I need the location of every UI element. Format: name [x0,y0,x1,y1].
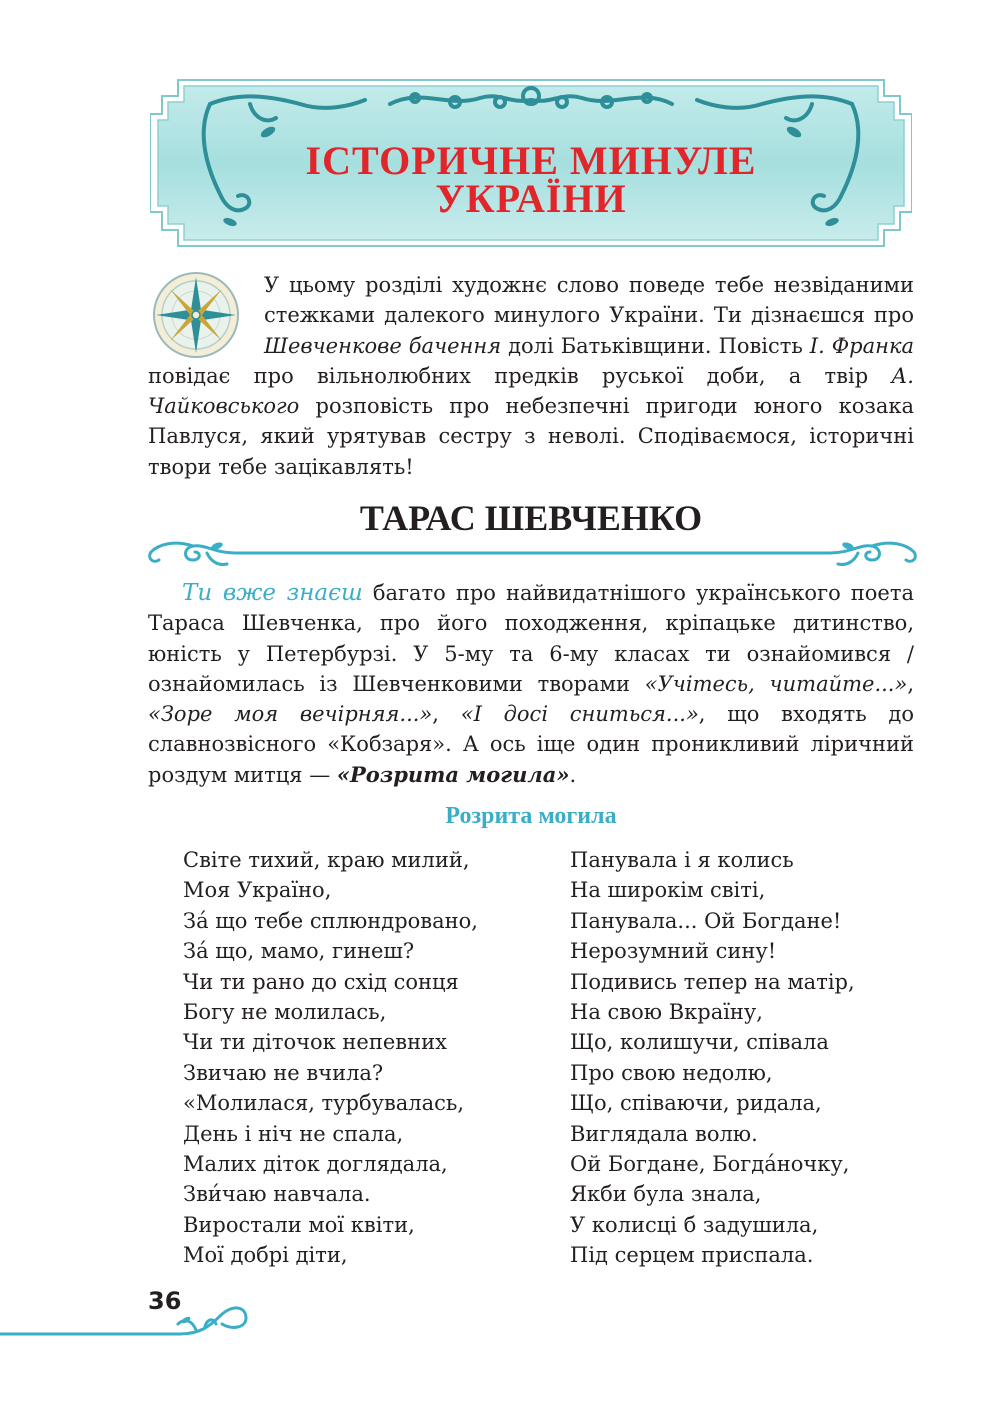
poem-line: День і ніч не спала, [183,1121,404,1146]
section-title [150,138,912,221]
author-paragraph [148,578,914,790]
poem-line: «Молилася, турбувалась, [183,1091,465,1116]
poem-left-column [183,845,478,1270]
separator: . [569,762,577,787]
poem-line: Виглядала волю. [570,1121,758,1146]
poem-line: Моя Україно, [183,878,332,903]
section-title-line2: УКРАЇНИ [435,176,627,221]
poem-line: Звичаю не вчила? [183,1060,384,1085]
work-title: «І досі сниться...» [460,702,699,727]
footer-flourish-icon [0,1290,260,1350]
poem-line: Що, співаючи, ридала, [570,1091,822,1116]
section-title-line1: ІСТОРИЧНЕ МИНУЛЕ [305,138,757,183]
poem-line: Подивись тепер на матір, [570,969,855,994]
flourish-divider-icon [145,536,920,570]
intro-text: долі Батьківщини. Повість [501,333,810,358]
poem-line: Мої добрі діти, [183,1243,348,1268]
intro-author-chaikovsky: А. Чайковського [148,363,914,419]
intro-emphasis: Шевченкове бачення [264,333,502,358]
lead-phrase: Ти вже знаєш [182,580,363,606]
separator: , [907,671,915,696]
poem-line: Зви́чаю навчала. [183,1182,371,1207]
poem-line: Що, колишучи, співала [570,1030,829,1055]
separator: , [432,702,461,727]
intro-text: розповість про небезпечні пригоди юного козака Павлуся, який урятував сестру з неволі. Сподіваємося, історичні твори тебе зацікавлять! [148,394,914,479]
poem-line: Під серцем приспала. [570,1243,814,1268]
poem-line: Чи ти рано до схід сонця [183,969,459,994]
poem-line: Виростали мої квіти, [183,1212,415,1237]
intro-author-franko: І. Франка [809,333,914,358]
poem-line: Нерозумний сину! [570,939,777,964]
intro-text: повідає про вільнолюбних предків руської доби, а твір [148,363,892,388]
poem-line: За́ що, мамо, гинеш? [183,939,415,964]
poem-line: Богу не молилась, [183,999,387,1024]
intro-paragraph [148,270,914,482]
author-heading: ТАРАС ШЕВЧЕНКО [359,498,703,538]
poem-line: Світе тихий, краю милий, [183,848,470,872]
paragraph-text: багато про найвидатнішого українського поета Тараса Шевченка, про його походження, кріпацьке дитинство, юність у Петербурзі. У 5-му та 6-му класах ти ознайомився / ознайомилась із Шевченковими творами [148,581,914,696]
poem-title: Розрита могила [445,803,617,829]
work-title-bold: «Розрита могила» [336,761,570,787]
poem-line: На свою Вкраїну, [570,999,763,1024]
intro-text: У цьому розділі художнє слово поведе тебе незвіданими стежками далекого минулого України. Ти дізнаєшся про [264,273,914,328]
poem-line: У колисці б задушила, [570,1212,819,1237]
poem-right-column [570,845,855,1270]
work-title: «Учітесь, читайте...» [644,671,908,696]
poem-line: Панувала... Ой Богдане! [570,908,842,933]
poem-line: На широкім світі, [570,878,766,903]
paragraph-text: , що входять до славнозвісного «Кобзаря». А ось іще один проникливий ліричний роздум митця — [148,702,914,787]
poem-line: Малих діток доглядала, [183,1151,448,1176]
poem-line: Чи ти діточок непевних [183,1030,447,1055]
section-banner [150,74,912,252]
poem-line: Ой Богдане, Богда́ночку, [570,1151,850,1176]
poem-line: Панувала і я колись [570,848,794,872]
work-title: «Зоре моя вечірняя...» [148,702,433,727]
page-number: 36 [148,1287,182,1315]
poem-line: Якби була знала, [570,1182,762,1207]
poem-line: Про свою недолю, [570,1060,773,1085]
poem-line: За́ що тебе сплюндровано, [183,908,478,933]
